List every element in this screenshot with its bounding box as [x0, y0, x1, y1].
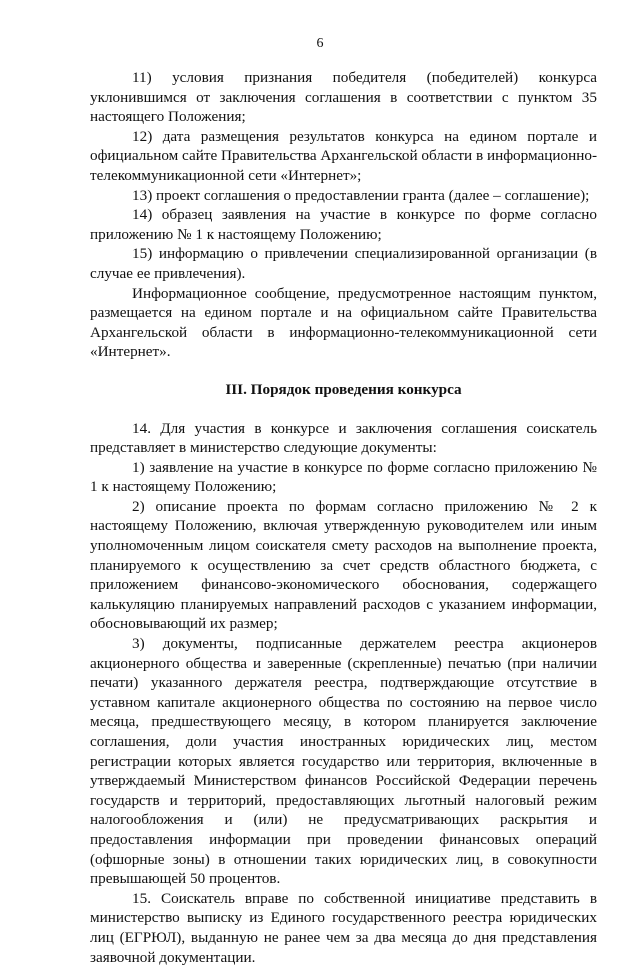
paragraph-clause-15: 15. Соискатель вправе по собственной инициативе представить в министерство выписку из Единого государственного реестра юридических лиц (ЕГРЮЛ), выданную не ранее чем за два месяца до дня представления заявочной документации. [90, 889, 597, 966]
section-heading: III. Порядок проведения конкурса [225, 380, 462, 398]
document-body [90, 68, 597, 967]
paragraph-doc-3: 3) документы, подписанные держателем реестра акционеров акционерного общества и заверенные (скрепленные) печатью (при наличии печати) указанного держателя реестра, подтверждающие отсутствие в уставном капитале акционерного общества по состоянию на первое число месяца, предшествующего месяцу, в котором планируется заключение соглашения, доли участия иностранных юридических лиц, местом регистрации которых является государство или территория, включенные в утверждаемый Министерством финансов Российской Федерации перечень государств и территорий, предоставляющих льготный налоговый режим налогообложения и (или) не предусматривающих раскрытия и предоставления информации при проведении финансовых операций (офшорные зоны) в отношении таких юридических лиц, в совокупности превышающей 50 процентов. [90, 635, 597, 888]
paragraph-item-12: 12) дата размещения результатов конкурса на едином портале и официальном сайте Правительства Архангельской области в информационно-телекоммуникационной сети «Интернет»; [90, 127, 597, 184]
page-number: 6 [316, 36, 324, 51]
paragraph-item-13: 13) проект соглашения о предоставлении гранта (далее – соглашение); [132, 186, 590, 204]
paragraph-item-15: 15) информацию о привлечении специализированной организации (в случае ее привлечения). [90, 245, 597, 282]
paragraph-item-14: 14) образец заявления на участие в конкурсе по форме согласно приложению № 1 к настоящему Положению; [90, 206, 597, 243]
paragraph-clause-14: 14. Для участия в конкурсе и заключения соглашения соискатель представляет в министерство следующие документы: [90, 419, 597, 457]
paragraph-item-11: 11) условия признания победителя (победителей) конкурса уклонившимся от заключения соглашения в соответствии с пунктом 35 настоящего Положения; [90, 69, 597, 126]
paragraph-doc-1: 1) заявление на участие в конкурсе по форме согласно приложению № 1 к настоящему Положению; [90, 458, 597, 496]
paragraph-info-message: Информационное сообщение, предусмотренное настоящим пунктом, размещается на едином портале и на официальном сайте Правительства Архангельской области в информационно-телекоммуникационной сети «Интернет». [90, 284, 597, 361]
paragraph-doc-2: 2) описание проекта по формам согласно приложению № 2 к настоящему Положению, включая утвержденную руководителем или иным уполномоченным лицом соискателя смету расходов на выполнение проекта, планируемого к осуществлению за счет средств областного бюджета, с приложением финансово-экономического обоснования, содержащего калькуляцию планируемых направлений расходов с указанием информации, обосновывающий их размер; [90, 497, 597, 633]
